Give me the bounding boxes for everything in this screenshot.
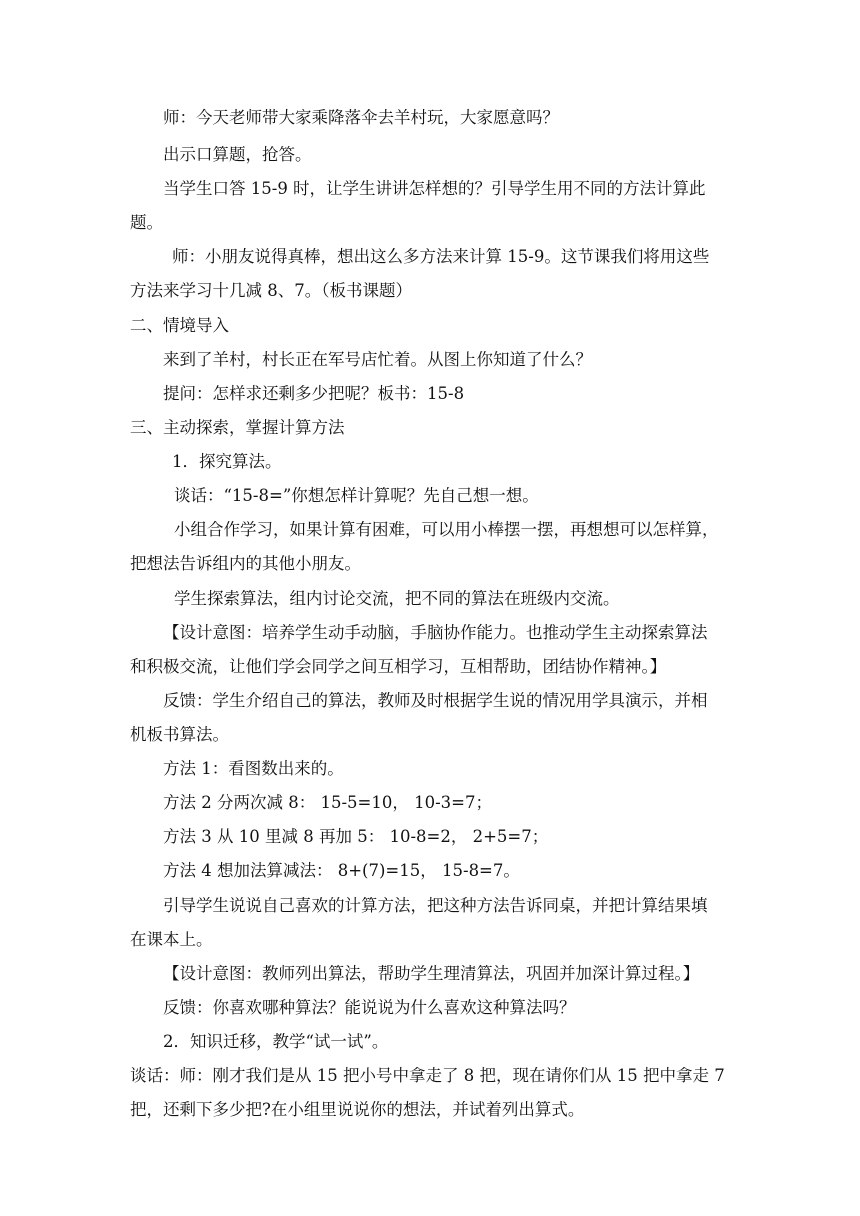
design-intent-note: 【设计意图：培养学生动手动脑，手脑协作能力。也推动学生主动探索算法: [163, 623, 708, 642]
text-line: 师：今天老师带大家乘降落伞去羊村玩，大家愿意吗？: [163, 108, 559, 127]
text-line: 引导学生说说自己喜欢的计算方法，把这种方法告诉同桌，并把计算结果填: [163, 896, 708, 915]
text-line: 反馈：学生介绍自己的算法，教师及时根据学生说的情况用学具演示，并相: [163, 691, 708, 710]
text-line: 谈话：师：刚才我们是从 15 把小号中拿走了 8 把，现在请你们从 15 把中拿走 7: [130, 1066, 725, 1085]
section-heading: 三、主动探索，掌握计算方法: [130, 418, 345, 437]
text-line: 把想法告诉组内的其他小朋友。: [130, 554, 361, 573]
text-line: 机板书算法。: [130, 725, 229, 744]
text-line: 师：小朋友说得真棒，想出这么多方法来计算 15-9。这节课我们将用这些: [172, 247, 710, 266]
subsection-heading: 1．探究算法。: [172, 452, 282, 471]
text-line: 来到了羊村，村长正在军号店忙着。从图上你知道了什么？: [163, 350, 592, 369]
text-line: 把，还剩下多少把?在小组里说说你的想法，并试着列出算式。: [130, 1100, 585, 1119]
method-line: 方法 2 分两次减 8： 15-5=10， 10-3=7；: [163, 793, 493, 812]
method-line: 方法 1：看图数出来的。: [163, 759, 344, 778]
subsection-heading: 2．知识迁移，教学“试一试”。: [163, 1032, 389, 1051]
text-line: 方法来学习十几减 8、7。（板书课题）: [130, 281, 412, 300]
design-intent-note: 【设计意图：教师列出算法，帮助学生理清算法，巩固并加深计算过程。】: [163, 964, 700, 983]
text-line: 反馈：你喜欢哪种算法？能说说为什么喜欢这种算法吗？: [163, 998, 576, 1017]
design-intent-note: 和积极交流，让他们学会同学之间互相学习，互相帮助，团结协作精神。】: [130, 657, 667, 676]
method-line: 方法 3 从 10 里减 8 再加 5： 10-8=2， 2+5=7；: [163, 827, 549, 846]
text-line: 提问：怎样求还剩多少把呢？板书：15-8: [163, 384, 465, 403]
text-line: 在课本上。: [130, 930, 213, 949]
text-line: 学生探索算法，组内讨论交流，把不同的算法在班级内交流。: [174, 589, 620, 608]
method-line: 方法 4 想加法算减法： 8+(7)=15， 15-8=7。: [163, 861, 520, 880]
text-line: 题。: [130, 213, 163, 232]
section-heading: 二、情境导入: [130, 316, 229, 335]
text-line: 当学生口答 15-9 时，让学生讲讲怎样想的？引导学生用不同的方法计算此: [163, 179, 706, 198]
text-line: 小组合作学习，如果计算有困难，可以用小棒摆一摆，再想想可以怎样算，: [174, 520, 719, 539]
text-line: 谈话：“15-8=”你想怎样计算呢？先自己想一想。: [174, 486, 539, 505]
text-line: 出示口算题，抢答。: [163, 145, 312, 164]
